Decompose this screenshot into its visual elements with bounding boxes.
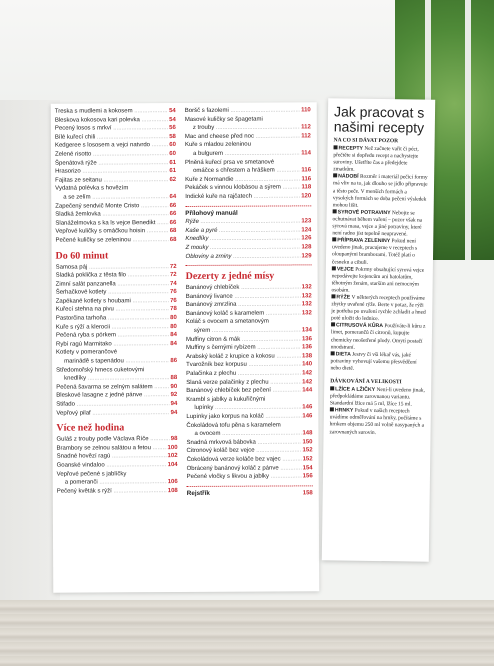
- index-entry-page: 84: [170, 340, 177, 347]
- card-paragraph: [333, 145, 428, 175]
- index-entry-title: Kuře s mladou zeleninou: [184, 142, 252, 149]
- index-entry-page: 72: [169, 272, 177, 279]
- index-entry: [186, 252, 312, 261]
- card-paragraph-label: VEJCE: [336, 266, 354, 273]
- index-entry-page: 148: [302, 430, 313, 437]
- index-entry-page: 116: [301, 176, 312, 183]
- index-entry-page: 138: [302, 353, 313, 360]
- index-entry: [57, 487, 178, 496]
- bullet-square-icon: [332, 266, 336, 270]
- index-entry-page: 112: [301, 124, 311, 131]
- card-paragraph-text: V některých receptech používáme zbytky uvařené rýže. Berte v potaz, že rýži je potřeba po uvaření rychle zchladit a hned poté uložit do lednice.: [331, 294, 426, 323]
- bullet-square-icon: [330, 408, 334, 412]
- card-paragraph-label: PŘÍPRAVA ZELENINY: [337, 237, 391, 245]
- card-paragraph-text: Není-li uvedeno jinak, předpokládáme zarovnanou variantu. Standardní lžíce má 5 ml, lžíce 15 ml.: [329, 386, 425, 408]
- index-entry-page: 132: [301, 301, 312, 308]
- index-entry-page: 86: [170, 358, 178, 365]
- background-wooden-table: [0, 600, 494, 666]
- card-paragraph-text: Pokud není uvedeno jinak, pracujeme v receptech s oloupanými bramborami. Totéž platí o česneku a cibuli.: [331, 238, 418, 266]
- card-paragraph: [331, 323, 426, 353]
- index-entry-title: Pečený květák s rýží .....: [57, 487, 167, 496]
- index-entry-page: 142: [302, 378, 313, 386]
- index-entry-title: Bílé kuřecí chili .....: [55, 133, 168, 142]
- index-entry-page: 92: [170, 392, 178, 399]
- index-entry-page: 142: [302, 370, 313, 377]
- index-entry-title: Bleskové lasagne z jedné pánve .....: [56, 391, 169, 400]
- index-entry-title: Čokoládová verze koláče bez vajec .....: [187, 455, 302, 464]
- card-paragraph-label: CITRUSOVÁ KŮRA: [336, 322, 384, 330]
- index-entry-page: 124: [301, 227, 312, 234]
- index-entry-title: Zapečený sendvič Monte Cristo .....: [55, 202, 168, 211]
- index-entry-title: Šerhačkové kotlety .....: [56, 288, 169, 297]
- index-entry-title: Plněná kuřecí prsa ve smetanové: [185, 159, 275, 166]
- index-entry-page: [310, 141, 311, 150]
- card-paragraph: [330, 351, 425, 374]
- index-entry-title: Špenátová rýže .....: [55, 159, 168, 168]
- index-entry-page: 64: [169, 193, 177, 201]
- index-entry: [187, 472, 313, 481]
- bullet-square-icon: [330, 386, 334, 390]
- card-paragraph-label: NÁDOBÍ: [338, 173, 359, 181]
- index-entry-page: 66: [169, 202, 177, 209]
- card-paragraph: [333, 174, 428, 211]
- index-entry-page: 152: [302, 447, 313, 454]
- card-subtitle: NA CO SI DÁVAT POZOR: [333, 137, 399, 145]
- index-entry-title: Vepřové kuličky s omáčkou hoisin .....: [55, 227, 168, 236]
- card-paragraph-label: LŽÍCE A LŽIČKY: [335, 386, 376, 393]
- index-entry-title: Pečené vločky s likvou a jablky .....: [187, 473, 302, 482]
- index-entry-page: 118: [301, 184, 312, 191]
- section-divider: [186, 264, 312, 266]
- index-entry-page: [177, 470, 178, 479]
- index-entry-title: Pečená šavarma se zelným salátem .....: [56, 383, 169, 392]
- index-entry-page: 152: [302, 456, 313, 463]
- info-card: [322, 98, 435, 561]
- index-entry-title: Obloviny a zrniny .....: [186, 252, 301, 261]
- index-entry-page: 110: [301, 107, 311, 114]
- index-entry-title: a pomeranči .....: [57, 478, 167, 487]
- index-entry: [56, 409, 177, 418]
- index-entry-title: Krambl s jablky a kukuřičnými: [186, 396, 266, 403]
- index-entry-title: knedlíky .....: [56, 374, 169, 383]
- index-entry-page: 104: [167, 462, 178, 469]
- bullet-square-icon: [331, 323, 335, 327]
- index-entry-title: Kuře z Normandie .....: [185, 175, 300, 184]
- index-entry-title: Knedlíky .....: [185, 235, 300, 244]
- index-entry-title: Vepřový pilaf .....: [56, 409, 169, 418]
- index-entry-page: 156: [302, 473, 313, 480]
- index-entry-title: Zapékané kotlety s houbami .....: [56, 297, 169, 306]
- index-entry-page: 68: [169, 228, 177, 235]
- index-entry-title: Banánový chlebíček bez pečení .....: [186, 387, 301, 396]
- subsection-title: Rejstřík 158: [186, 489, 313, 497]
- index-entry-title: Vydatná polévka s hovězím: [55, 185, 129, 193]
- index-entry-title: Banánový chlebíček .....: [186, 283, 301, 292]
- card-paragraph-label: DIETA: [335, 351, 351, 358]
- bullet-square-icon: [332, 238, 336, 242]
- index-entry-page: 84: [170, 332, 177, 339]
- index-entry-page: 132: [301, 284, 312, 291]
- index-entry-title: lupínky .....: [186, 404, 301, 413]
- card-paragraph-text: Nebojte se ochutnávat během vaření – pozor však na syrová masa, vejce a jiné potraviny, které není radno jíst tepelně neupravené.: [332, 210, 423, 238]
- section-divider: [185, 205, 311, 207]
- index-entry-page: 106: [167, 479, 178, 486]
- card-paragraph: [332, 238, 427, 268]
- index-entry-page: 129: [301, 252, 312, 259]
- index-entry-page: 66: [169, 219, 177, 226]
- index-entry-page: 68: [169, 236, 177, 243]
- index-entry-page: [311, 395, 312, 404]
- bullet-square-icon: [334, 145, 338, 149]
- index-entry-page: 78: [170, 306, 177, 313]
- index-entry-page: 58: [169, 133, 176, 140]
- index-entry-title: Indické kuře na rajčatech .....: [185, 192, 300, 201]
- index-entry-title: Banánový livance .....: [186, 292, 301, 301]
- index-entry-title: Mac and cheese před noc .....: [185, 132, 300, 141]
- index-entry-title: Zimní salát panzanella .....: [56, 280, 169, 289]
- index-entry-page: 136: [301, 344, 313, 351]
- recipe-index-page: [51, 102, 320, 592]
- index-entry-title: Rýže .....: [185, 218, 300, 227]
- card-paragraph-label: SYROVÉ POTRAVINY: [337, 209, 391, 217]
- index-entry-title: Koláč s ovocem a smetanovým: [185, 319, 269, 326]
- card-paragraph-text: Rozměr i materiál pečicí formy má vliv na to, jak dlouho se jídlo připravuje a těsto peče. V menších formách a vysokých formách se doba pečení výsledek mohou lišit.: [332, 174, 428, 209]
- index-entry-page: 88: [170, 375, 178, 382]
- index-entry-title: Palačinka z plechu .....: [186, 369, 301, 378]
- index-entry-page: 128: [301, 244, 312, 251]
- index-entry-page: 146: [302, 413, 313, 420]
- index-entry-page: 108: [167, 487, 178, 494]
- index-entry-title: Brambory se zelnou salátou a fetou .....: [57, 444, 167, 453]
- card-paragraph: [331, 294, 426, 324]
- index-entry-page: 140: [302, 361, 313, 368]
- index-entry-title: sýrem .....: [186, 326, 301, 335]
- card-paragraph-text: Používáte-li kůru z limet, pomerančů či citronů, kupujte chemicky neošetřené plody. Omytí postačí nnodstraní.: [330, 323, 426, 351]
- card-paragraph: [330, 386, 425, 409]
- index-entry-title: Banánový zmrzlina .....: [186, 301, 301, 310]
- bullet-square-icon: [331, 351, 335, 355]
- window-frame-bar: [465, 0, 471, 260]
- index-entry-title: Pečené kuličky se zeleninou .....: [55, 236, 168, 245]
- subsection-title: Přílohový manuál: [185, 209, 238, 217]
- index-entry-title: Guláš z trouby podle Václava Říče .....: [56, 435, 169, 444]
- index-entry-page: 66: [169, 211, 177, 218]
- card-paragraph-text: Pokrmy obsahující syrová vejce nepodávejte kojencům ani batolatům, těhotným ženám, starším ani nemocným osobám.: [331, 266, 425, 294]
- index-entry-title: Pecený losos s mrkví .....: [55, 124, 168, 133]
- index-entry-page: 132: [301, 310, 312, 317]
- bullet-square-icon: [331, 294, 335, 298]
- index-entry-title: Treska s mudlemi a kokosem .....: [55, 107, 168, 116]
- index-entry-page: [310, 115, 311, 124]
- index-entry-title: Pastorčina tarhoňa .....: [56, 314, 169, 323]
- index-entry-page: 54: [169, 116, 176, 123]
- card-subtitle-sizes: DÁVKOVÁNÍ A VELIKOSTI: [330, 378, 402, 386]
- index-entry-page: [311, 318, 312, 327]
- index-entry-title: Goanské vindaloo .....: [57, 461, 167, 470]
- index-entry-page: 90: [170, 383, 178, 390]
- index-entry-page: 76: [170, 289, 177, 296]
- index-entry-page: 116: [301, 167, 312, 174]
- index-entry-title: Zelené risotto .....: [55, 150, 168, 159]
- index-entry-title: Rybí ragú Marmitako .....: [56, 340, 169, 349]
- index-entry-title: Pekáček s vinnou klobásou a sýrem .....: [185, 184, 300, 193]
- index-entry-title: Samosa páj .....: [56, 263, 169, 272]
- card-paragraph: [332, 209, 427, 239]
- index-entry: [55, 236, 176, 245]
- index-entry-page: 94: [170, 409, 178, 416]
- card-paragraph-text: Než začnete vařit či péct, přečtěte si dopředu recept a nachystejte suroviny. Ušetříte čas a předejdete zmatkům.: [333, 145, 419, 173]
- index-entry-page: 61: [169, 168, 177, 175]
- index-entry-title: marinádě s tapenádou .....: [56, 357, 169, 366]
- index-entry-page: 150: [302, 439, 313, 446]
- index-entry-title: Kuře s rýží a klerocii .....: [56, 323, 169, 332]
- index-entry-title: Arabský koláč z krupice a kokosu .....: [186, 352, 301, 361]
- index-entry-title: Slaná verze palačinky z plechu .....: [186, 378, 301, 387]
- index-entry-page: 60: [169, 151, 177, 158]
- index-entry-page: [176, 348, 177, 357]
- index-entry-page: 74: [169, 280, 177, 287]
- index-entry-title: Masové kuličky se špagetami: [184, 116, 263, 123]
- index-entry-title: Kuřecí stehna na pivu .....: [56, 306, 169, 315]
- index-entry-title: Hrasorizo .....: [55, 167, 168, 176]
- card-paragraph-text: Jestvy či vši lékař vás, jaké potraviny vyhovují vašemu přesvědčení nebo dietě.: [330, 351, 417, 372]
- index-entry-title: Fajitas ze seitanu .....: [55, 176, 168, 185]
- index-entry-page: 76: [170, 297, 177, 304]
- index-entry-page: 112: [301, 133, 311, 140]
- index-entry-page: 94: [170, 401, 178, 408]
- card-paragraphs-sizes: [330, 386, 426, 437]
- index-entry-title: Kedgeree s lososem a vejci natvrdo .....: [55, 141, 168, 150]
- index-entry-page: 56: [169, 125, 176, 132]
- card-paragraph-label: RECEPTY: [338, 145, 364, 152]
- index-entry-title: Vepřové pečené s jablíčky: [56, 470, 127, 478]
- index-entry-title: Lupínky jako korpus na koláč .....: [186, 412, 301, 421]
- index-entry-title: a ovocem .....: [186, 430, 301, 439]
- card-paragraph: [331, 266, 426, 296]
- index-entry-title: Kaše a pyré .....: [185, 226, 300, 235]
- index-entry-page: 80: [170, 315, 177, 322]
- index-entry-page: 134: [301, 327, 312, 334]
- index-entry-page: [176, 366, 177, 375]
- card-title: Jak pracovat s našimi recepty: [333, 103, 425, 136]
- index-entry-title: Muffiny s černými rybízem .....: [186, 344, 301, 353]
- section-title: Do 60 minut: [55, 249, 109, 262]
- card-paragraphs: [330, 145, 428, 373]
- bullet-square-icon: [333, 209, 337, 213]
- index-entry-title: Boršč s fazolemi .....: [185, 106, 300, 115]
- index-entry-title: Pečená ryba s pórkem .....: [56, 331, 169, 340]
- index-entry-page: 136: [301, 335, 312, 343]
- card-paragraph-label: RÝŽE: [336, 294, 351, 301]
- index-entry-page: 146: [302, 404, 313, 411]
- index-entry-title: Sladká žemlovka .....: [55, 210, 168, 219]
- section-title: Více než hodina: [56, 422, 125, 434]
- index-entry-title: Bleskova kokosova kari polevka .....: [55, 116, 168, 125]
- index-entry-page: 72: [169, 263, 177, 270]
- index-entry-title: a se zelím .....: [55, 193, 168, 202]
- card-paragraph-label: HRNKY: [334, 407, 354, 414]
- card-paragraph-text: Pokud v našich receptech uvádíme odměřování na hrnky, počítáme s hrnkem objemu 250 ml volně nasypaných a zarovnaných surovin.: [329, 407, 425, 436]
- index-column-left: [55, 107, 178, 496]
- bullet-square-icon: [333, 174, 337, 178]
- index-entry-title: omáčce s chřestem a hráškem .....: [185, 167, 300, 176]
- index-entry-title: Kotlety v pomerančové: [56, 349, 118, 357]
- index-entry-title: Banánový koláč s karamelem .....: [186, 309, 301, 318]
- index-entry-page: 62: [169, 176, 177, 183]
- index-entry-title: Muffiny citron & mák .....: [186, 335, 301, 344]
- index-column-right: [185, 106, 313, 498]
- index-entry-page: 60: [169, 142, 176, 149]
- index-entry-title: a bulgurem .....: [185, 149, 300, 158]
- index-entry-title: Stifado .....: [56, 400, 169, 409]
- index-entry-page: 54: [169, 108, 176, 115]
- index-entry-title: Snadná mrkvová bábovka .....: [186, 438, 301, 447]
- section-divider: [187, 485, 313, 487]
- index-entry-title: Středomořský hmecs cuketovými: [56, 366, 145, 374]
- index-entry-title: Obrácený banánový koláč z pánve .....: [187, 464, 302, 473]
- card-paragraph: [330, 408, 425, 438]
- index-entry-page: 98: [170, 436, 178, 443]
- index-entry-page: 114: [301, 150, 312, 157]
- section-title: Dezerty z jedné mísy: [185, 270, 275, 283]
- index-entry-title: Citronový koláč bez vejce .....: [187, 447, 302, 456]
- index-entry-page: 154: [302, 464, 313, 471]
- index-entry-page: 144: [302, 387, 313, 394]
- index-entry: [185, 192, 311, 201]
- index-entry-page: 61: [169, 159, 177, 166]
- index-entry-page: 102: [167, 453, 178, 460]
- index-entry-page: [310, 158, 311, 167]
- index-entry-title: z trouby .....: [185, 124, 300, 133]
- index-entry-page: [175, 184, 176, 193]
- index-entry-title: Tvarožník bez korpusu .....: [186, 361, 301, 370]
- index-entry-page: 126: [301, 235, 312, 242]
- index-entry-page: 120: [301, 193, 312, 200]
- index-entry-title: Z mouky .....: [185, 243, 300, 252]
- index-entry-title: Čokoládová tofu pěna s karamelem: [186, 422, 281, 429]
- index-entry-page: 123: [301, 218, 312, 225]
- index-entry-title: Slanáželmovka s ka ls vejce Benedikt .....: [55, 219, 168, 228]
- index-entry-page: 132: [301, 293, 312, 300]
- index-entry-page: [311, 421, 312, 430]
- index-entry-page: 80: [170, 323, 177, 330]
- index-entry-title: Sladká poklička z těsta filo .....: [56, 271, 169, 280]
- index-entry-page: 100: [167, 444, 178, 451]
- index-entry-title: Snadné hovězí ragú .....: [57, 452, 167, 461]
